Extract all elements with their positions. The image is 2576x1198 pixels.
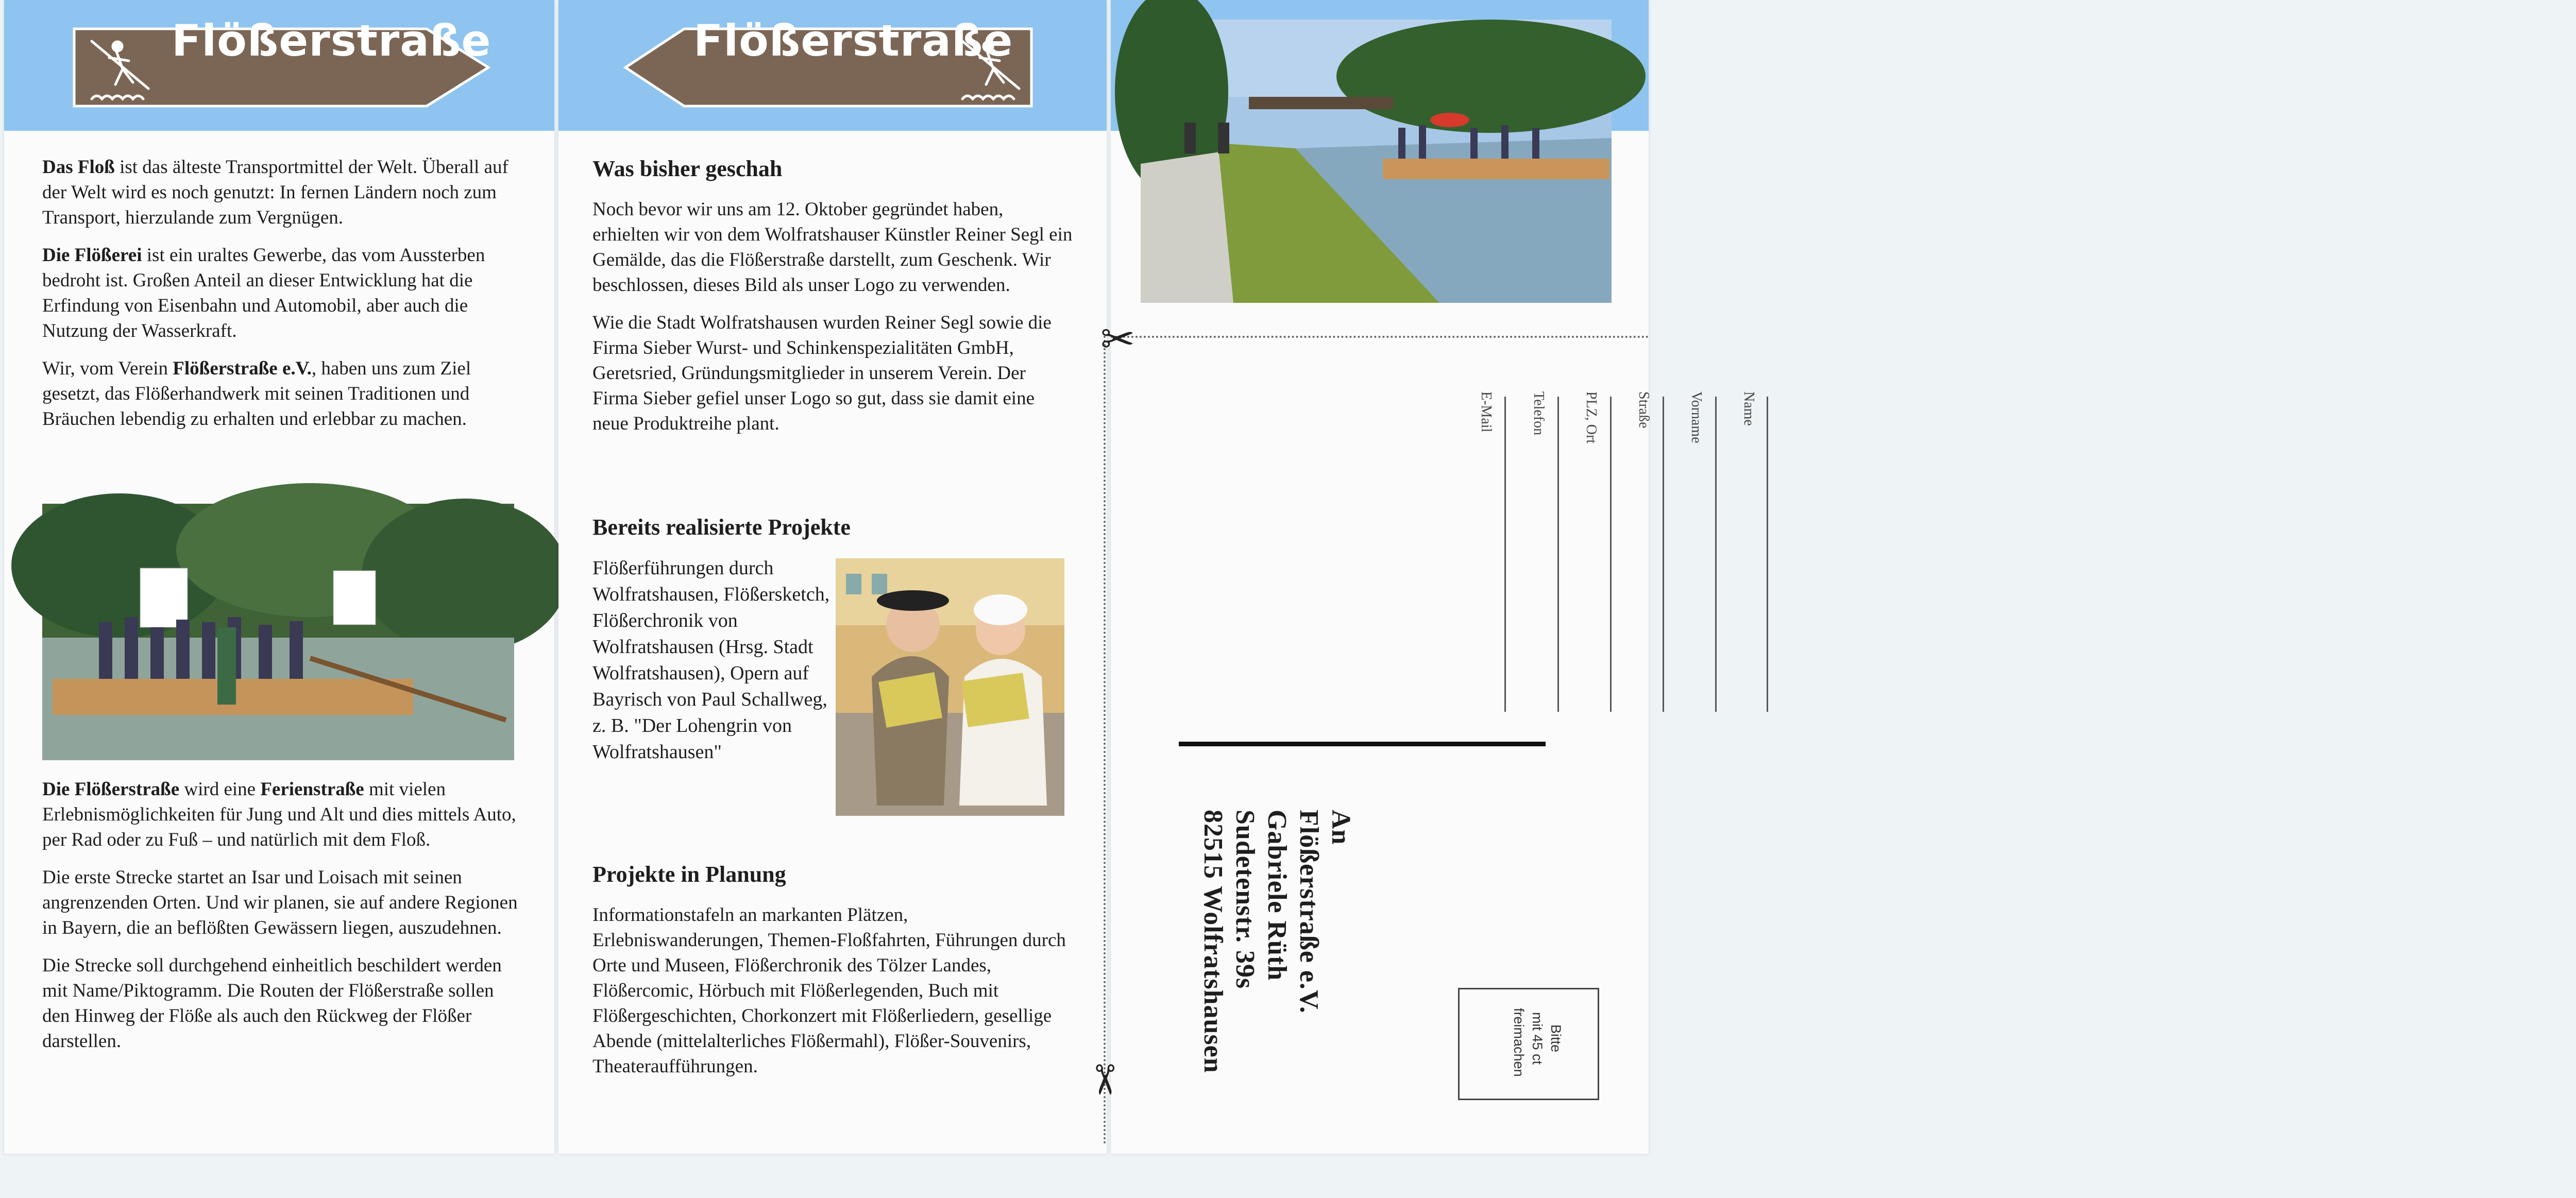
sign-title: Flößerstraße bbox=[172, 15, 492, 66]
raft-photo bbox=[42, 504, 514, 760]
intro-text bbox=[42, 155, 521, 444]
costume-photo bbox=[836, 558, 1064, 816]
stamp-box bbox=[1458, 988, 1599, 1100]
history-text bbox=[592, 197, 1074, 449]
planned-projects-text: Informationstafeln an markanten Plätzen, Erlebniswanderungen, Themen-Floßfahrten, Führungen durch Orte und Museen, Flößerchronik des Tölzer Landes, Flößercomic, Hörbuch mit Flößerlegenden, Buch mit Flößergeschichten, Chorkonzert mit Flößerliedern, gesellige Abende (mittelalterliches Flößermahl), Flößer-Souvenirs, Theateraufführungen. bbox=[592, 904, 1066, 1077]
sign-title: Flößerstraße bbox=[693, 15, 1013, 66]
field-strasse: Straße bbox=[1636, 391, 1652, 429]
field-vorname: Vorname bbox=[1688, 391, 1704, 443]
scissors-icon: ✂ bbox=[1080, 1062, 1129, 1098]
field-line bbox=[1557, 397, 1559, 712]
address-an: An bbox=[1326, 810, 1355, 845]
address-city: 82515 Wolfratshausen bbox=[1198, 810, 1228, 1073]
paragraph: Die erste Strecke startet an Isar und Loisach mit seinen angrenzenden Orten. Und wir planen, sie auf andere Regionen in Bayern, die an beflößten Gewässern liegen, auszudehnen. bbox=[42, 867, 518, 938]
address-street: Sudetenstr. 39s bbox=[1230, 810, 1260, 989]
cut-line-vertical bbox=[1104, 336, 1106, 1144]
heading-realisierte-projekte: Bereits realisierte Projekte bbox=[592, 515, 851, 540]
field-telefon: Telefon bbox=[1531, 391, 1547, 436]
middle-panel bbox=[558, 0, 1107, 1154]
field-line bbox=[1504, 397, 1506, 712]
address-name: Gabriele Rüth bbox=[1262, 810, 1292, 981]
stamp-text: mit 45 ct bbox=[1530, 1012, 1545, 1065]
field-plz-ort: PLZ, Ort bbox=[1583, 391, 1599, 444]
address-org: Flößerstraße e.V. bbox=[1294, 810, 1324, 1014]
divider bbox=[1179, 742, 1546, 746]
paragraph: Noch bevor wir uns am 12. Oktober gegründet haben, erhielten wir von dem Wolfratshauser Künstler Reiner Segl ein Gemälde, das die Flößerstraße darstellt, zum Geschenk. Wir beschlossen, dieses Bild als unser Logo zu verwenden. bbox=[592, 199, 1073, 296]
stamp-text: Bitte bbox=[1548, 1024, 1564, 1053]
river-photo bbox=[1141, 20, 1612, 303]
realized-projects-text: Flößerführungen durch Wolfratshausen, Flößersketch, Flößerchronik von Wolfratshausen (Hrsg. Stadt Wolfratshausen), Opern auf Bayrisch von Paul Schallweg, z. B. "Der Lohengrin von Wolfratshausen" bbox=[592, 557, 830, 763]
paragraph: Das Floß ist das älteste Transportmittel der Welt. Überall auf der Welt wird es noch genutzt: In fernen Ländern noch zum Transport, hierzulande zum Vergnügen. bbox=[42, 157, 509, 228]
heading-was-bisher-geschah: Was bisher geschah bbox=[592, 156, 783, 181]
field-line bbox=[1715, 397, 1717, 712]
route-text bbox=[42, 777, 521, 1066]
field-line bbox=[1767, 397, 1768, 712]
heading-projekte-in-planung: Projekte in Planung bbox=[592, 862, 786, 887]
field-line bbox=[1610, 397, 1612, 712]
field-email: E-Mail bbox=[1478, 391, 1494, 433]
paragraph: Wie die Stadt Wolfratshausen wurden Reiner Segl sowie die Firma Sieber Wurst- und Schinkenspezialitäten GmbH, Geretsried, Gründungsmitglieder in unserem Verein. Der Firma Sieber gefiel unser Logo so gut, dass sie damit eine neue Produktreihe plant. bbox=[592, 312, 1052, 434]
paragraph: Wir, vom Verein Flößerstraße e.V., haben uns zum Ziel gesetzt, das Flößerhandwerk mit seinen Traditionen und Bräuchen lebendig zu erhalten und erlebbar zu machen. bbox=[42, 358, 471, 430]
left-panel bbox=[4, 0, 554, 1154]
paragraph: Die Flößerstraße wird eine Ferienstraße mit vielen Erlebnismöglichkeiten für Jung und Alt und dies mittels Auto, per Rad oder zu Fuß – und natürlich mit dem Floß. bbox=[42, 779, 516, 850]
field-name: Name bbox=[1741, 391, 1757, 426]
stamp-text: freimachen bbox=[1511, 1008, 1527, 1077]
field-line bbox=[1663, 397, 1664, 712]
paragraph: Die Strecke soll durchgehend einheitlich beschildert werden mit Name/Piktogramm. Die Routen der Flößerstraße sollen den Hinweg der Flöße als auch den Rückweg der Flößer darstellen. bbox=[42, 955, 502, 1052]
paragraph: Die Flößerei ist ein uraltes Gewerbe, das vom Aussterben bedroht ist. Großen Anteil an dieser Entwicklung hat die Erfindung von Eisenbahn und Automobil, aber auch die Nutzung der Wasserkraft. bbox=[42, 245, 485, 341]
scissors-icon: ✂ bbox=[1100, 315, 1136, 363]
cut-line bbox=[1111, 336, 1649, 338]
postcard-panel bbox=[1080, 0, 1757, 1154]
